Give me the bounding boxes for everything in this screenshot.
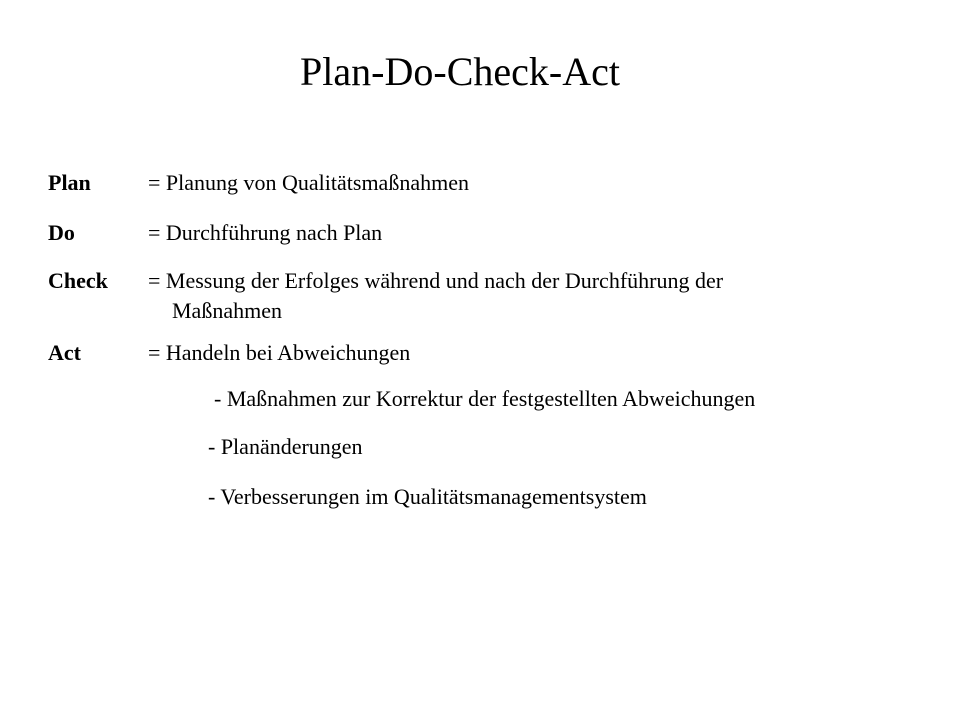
- act-item-plan-changes: - Planänderungen: [208, 434, 363, 459]
- definition-do-text: = Durchführung nach Plan: [148, 220, 383, 245]
- term-check: Check: [48, 268, 108, 293]
- definition-check-continuation: Maßnahmen: [172, 298, 282, 323]
- definition-plan-text: = Planung von Qualitätsmaßnahmen: [148, 170, 469, 195]
- slide-title: Plan-Do-Check-Act: [300, 49, 620, 94]
- term-plan: Plan: [48, 170, 91, 195]
- term-do: Do: [48, 220, 75, 245]
- act-item-corrections: - Maßnahmen zur Korrektur der festgestellten Abweichungen: [214, 386, 756, 411]
- term-act: Act: [48, 340, 81, 365]
- definition-check-text: = Messung der Erfolges während und nach der Durchführung der: [148, 268, 724, 293]
- definition-act-text: = Handeln bei Abweichungen: [148, 340, 411, 365]
- act-item-improvements: - Verbesserungen im Qualitätsmanagementsystem: [208, 484, 647, 509]
